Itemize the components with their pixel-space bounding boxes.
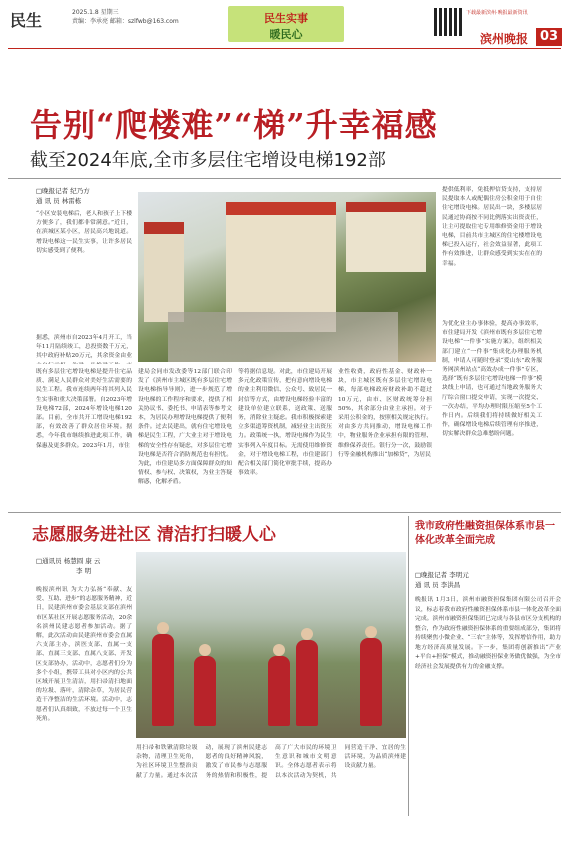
qr-code-icon — [434, 8, 462, 36]
story3-reporter: □晚报记者 李明元 — [415, 571, 469, 579]
sidebar-divider — [408, 516, 409, 816]
photo-building — [144, 222, 184, 322]
story3-headline: 我市政府性融资担保体系市县一体化改革全面完成 — [415, 521, 555, 546]
story3-body: 晚报讯 1月3日，滨州市融资担保集团有限公司召开会议，标志着我市政府性融资担保体系市县一体化改革全面完成。滨州市融资担保集团已完成与各县市区分支机构的整合，作为政府性融资担保体系的重要组成部分，集团将持续聚焦小微企业、“三农”主体等，发挥增信作用，助力地方经济高质量发展。下一步，集团将创新推出“产业+平台+担保”模式，推动融资担保业务做优做强，为全市经济社会发展提供有力的金融支撑。 — [415, 597, 561, 670]
story1-col2: 建局会同市发改委等12部门联合印发了《滨州市主城区既有多层住宅增设电梯指导导则》，进一步规范了增设电梯的工作程序和要求，提供了相关协议书、委托书、申请表等参考文本，为居民办理增设电梯提供了便利条件。过去民建出，就有住宅增设电梯是民生工程，广大业主对于增设电梯的安全性存有疑虑，对多层住宅增设电梯是否符合消防规范也有担忧。为此，市住建局多方面保障群众的知情权、参与权、决策权，为业主答疑解惑，化解矛盾。 — [138, 369, 232, 486]
photo-volunteer — [268, 656, 290, 726]
story1-headline: 告别“爬楼难”“梯”升幸福感 — [30, 106, 438, 144]
photo-volunteer — [152, 634, 174, 726]
story1-col5-top: 提供低利率，免抵押信贷支持，支持居民提取本人或配偶住房公积金用于自住住宅增设电梯。居民出一块，多楼层居民通过协商按不同比例落实出资责任，让主可提取住宅专用维修资金用于增设电梯，目前共市主城区的住宅楼增设电梯已投入运行，社会效益显著，此项工作有效推进，让群众感受到实实在在的幸福。 — [442, 187, 542, 267]
photo-volunteer — [296, 640, 318, 726]
download-slogan: 下载最新滨州·晚报最新资讯 — [466, 10, 528, 16]
story3-byline — [415, 570, 469, 590]
banner-line1: 民生实事 — [264, 12, 308, 25]
photo-volunteer — [360, 638, 382, 726]
story2-col1: 晚报滨州讯 为大力弘扬“奉献、友爱、互助、进步”的志愿服务精神，近日，民建滨州市委会基层支部在滨州市区某社区开展志愿服务活动，20余名滨州民建志愿者参加活动。据了解，此次活动由民建滨州市委会直属六支部主办，滨医支部、直属一支部、直属三支部、直属八支部、开发区支部协办，活动中，志愿者们分为多个小组，携带工具对小区内的公共区域开展卫生清洁，用扫帚清扫地面的垃圾、落叶，清除杂草，为居民营造干净整洁的生活环境。活动中，志愿者们认真细致，不放过每一个卫生死角。 — [36, 587, 132, 722]
page-number: 03 — [536, 28, 562, 46]
column-banner — [228, 6, 344, 42]
header-rule — [8, 48, 561, 49]
editor-contact: 责编：李承亮 邮箱：szlfwb@163.com — [72, 18, 179, 25]
story1-col3: 等将据信息堤。对此，市住建局开展多元化政策宣传，把有意向增设电梯的业主利用微信、公众号、致居民一封信等方式，由增设电梯经验丰富的建设单位建立联系，送政策、送服务，消除业主疑虑。我市积极探索建立多渠道筹资机制，减轻业主出资压力。政策统一执，增设电梯作为民生实事列入年度目标。无需使用维修资金，对于增设电梯工程，市住建部门配合相关部门简化审批手续，提高办事效率。 — [238, 369, 332, 477]
photo-volunteer — [194, 656, 216, 726]
story2-col2: 用扫帚和铁锹清除垃圾杂物，清理卫生死角，为社区环境卫生整治贡献了力量。通过本次活动，展现了滨州民建志愿者的良好精神风貌，激发了市民参与志愿服务的热情和积极性，提高了广大市民的环境卫生意识和城市文明意识。全体志愿者表示将以本次活动为契机，共同营造干净、宜居的生活环境，为品质滨州建设贡献力量。 — [136, 745, 406, 779]
issue-date: 2025.1.8 星期三 — [72, 9, 119, 16]
story1-col1-bottom: 既有多层住宅增设电梯是提升住宅品质、满足人民群众对美好生活需要的民生工程。我市连续两年将其列入民生实事和重大决策部署。自2023年增设电梯72部，2024年增设电梯120部。目前，全市共开工增设电梯192部，有效改善了群众居住环境。据悉，今年我市继续推进此项工作，确保惠及更多群众。2023年1月，市住 — [36, 369, 132, 449]
story2-headline: 志愿服务进社区 清洁打扫暖人心 — [32, 525, 276, 545]
story1-subhead: 截至2024年底,全市多层住宅增设电梯192部 — [30, 150, 386, 171]
story1-col1-mid: 据悉，滨州市自2023年4月开工，当年11月陆续竣工，总投资数千万元，其中政府补贴20万元，其余资金由业 — [36, 335, 132, 360]
story2-correspondent2: 李 明 — [76, 567, 92, 575]
story2-photo — [136, 552, 406, 738]
section-label: 民生 — [10, 11, 43, 30]
story1-correspondent: 通 讯 员 林雷栋 — [36, 197, 82, 205]
story3-correspondent: 通 讯 员 李洪昌 — [415, 581, 461, 589]
issue-meta — [72, 8, 179, 26]
photo-road — [168, 312, 398, 362]
story2-correspondents: □通讯员 杨慧圆 康 云 — [36, 557, 101, 565]
story1-reporter: □晚报记者 纪乃方 — [36, 187, 90, 195]
story1-photo — [138, 192, 436, 362]
banner-line2: 暖民心 — [269, 28, 303, 41]
story2-byline — [36, 556, 100, 576]
story1-col1-top: “小区安装电梯后，老人和孩子上下楼方便多了，我们都非常满意。”近日，在滨城区某小区，居民高兴地说道。增设电梯这一民生实事，让许多居民切实感受到了便利。 — [36, 211, 132, 254]
story1-col5-bottom: 为优化业主办事体验，提高办事效率，市住建局开发《滨州市既有多层住宅增设电梯“一件事”实施方案》，组织相关部门建立“一件事”集成化办理服务机制，申请人可随时登录“爱山东”政务服务网滨州站点“高效办成一件事”专区，选择“既有多层住宅增设电梯一件事”模块线上申请，也可通过当地政务服务大厅综合窗口提交申请，实现一次提交、一次办结，平均办理时限压缩至5个工作日内。后续我们将持续做好相关工作，确保增设电梯后续管理有序推进，切实解决群众急难愁盼问题。 — [442, 321, 542, 438]
photo-building — [346, 202, 426, 272]
story1-rule — [8, 178, 561, 179]
story1-col4: 业性收费，政府性基金、财政补一块，市主城区既有多层住宅增设电梯，每部电梯政府财政补助不超过10万元，由市、区财政统筹分担50%，其余部分由业主承担。对于采用公积金的，按照相关规定执行。对由多方共同推动，增设电梯工作中，物业服务企业承担有限的管理、维修保养责任。银行分一次，鼓励银行等金融机构推出“加梯贷”，为居民 — [338, 369, 432, 458]
newspaper-logo: 滨州晚报 — [480, 32, 529, 46]
story-divider — [8, 512, 561, 513]
story1-byline — [36, 186, 90, 206]
